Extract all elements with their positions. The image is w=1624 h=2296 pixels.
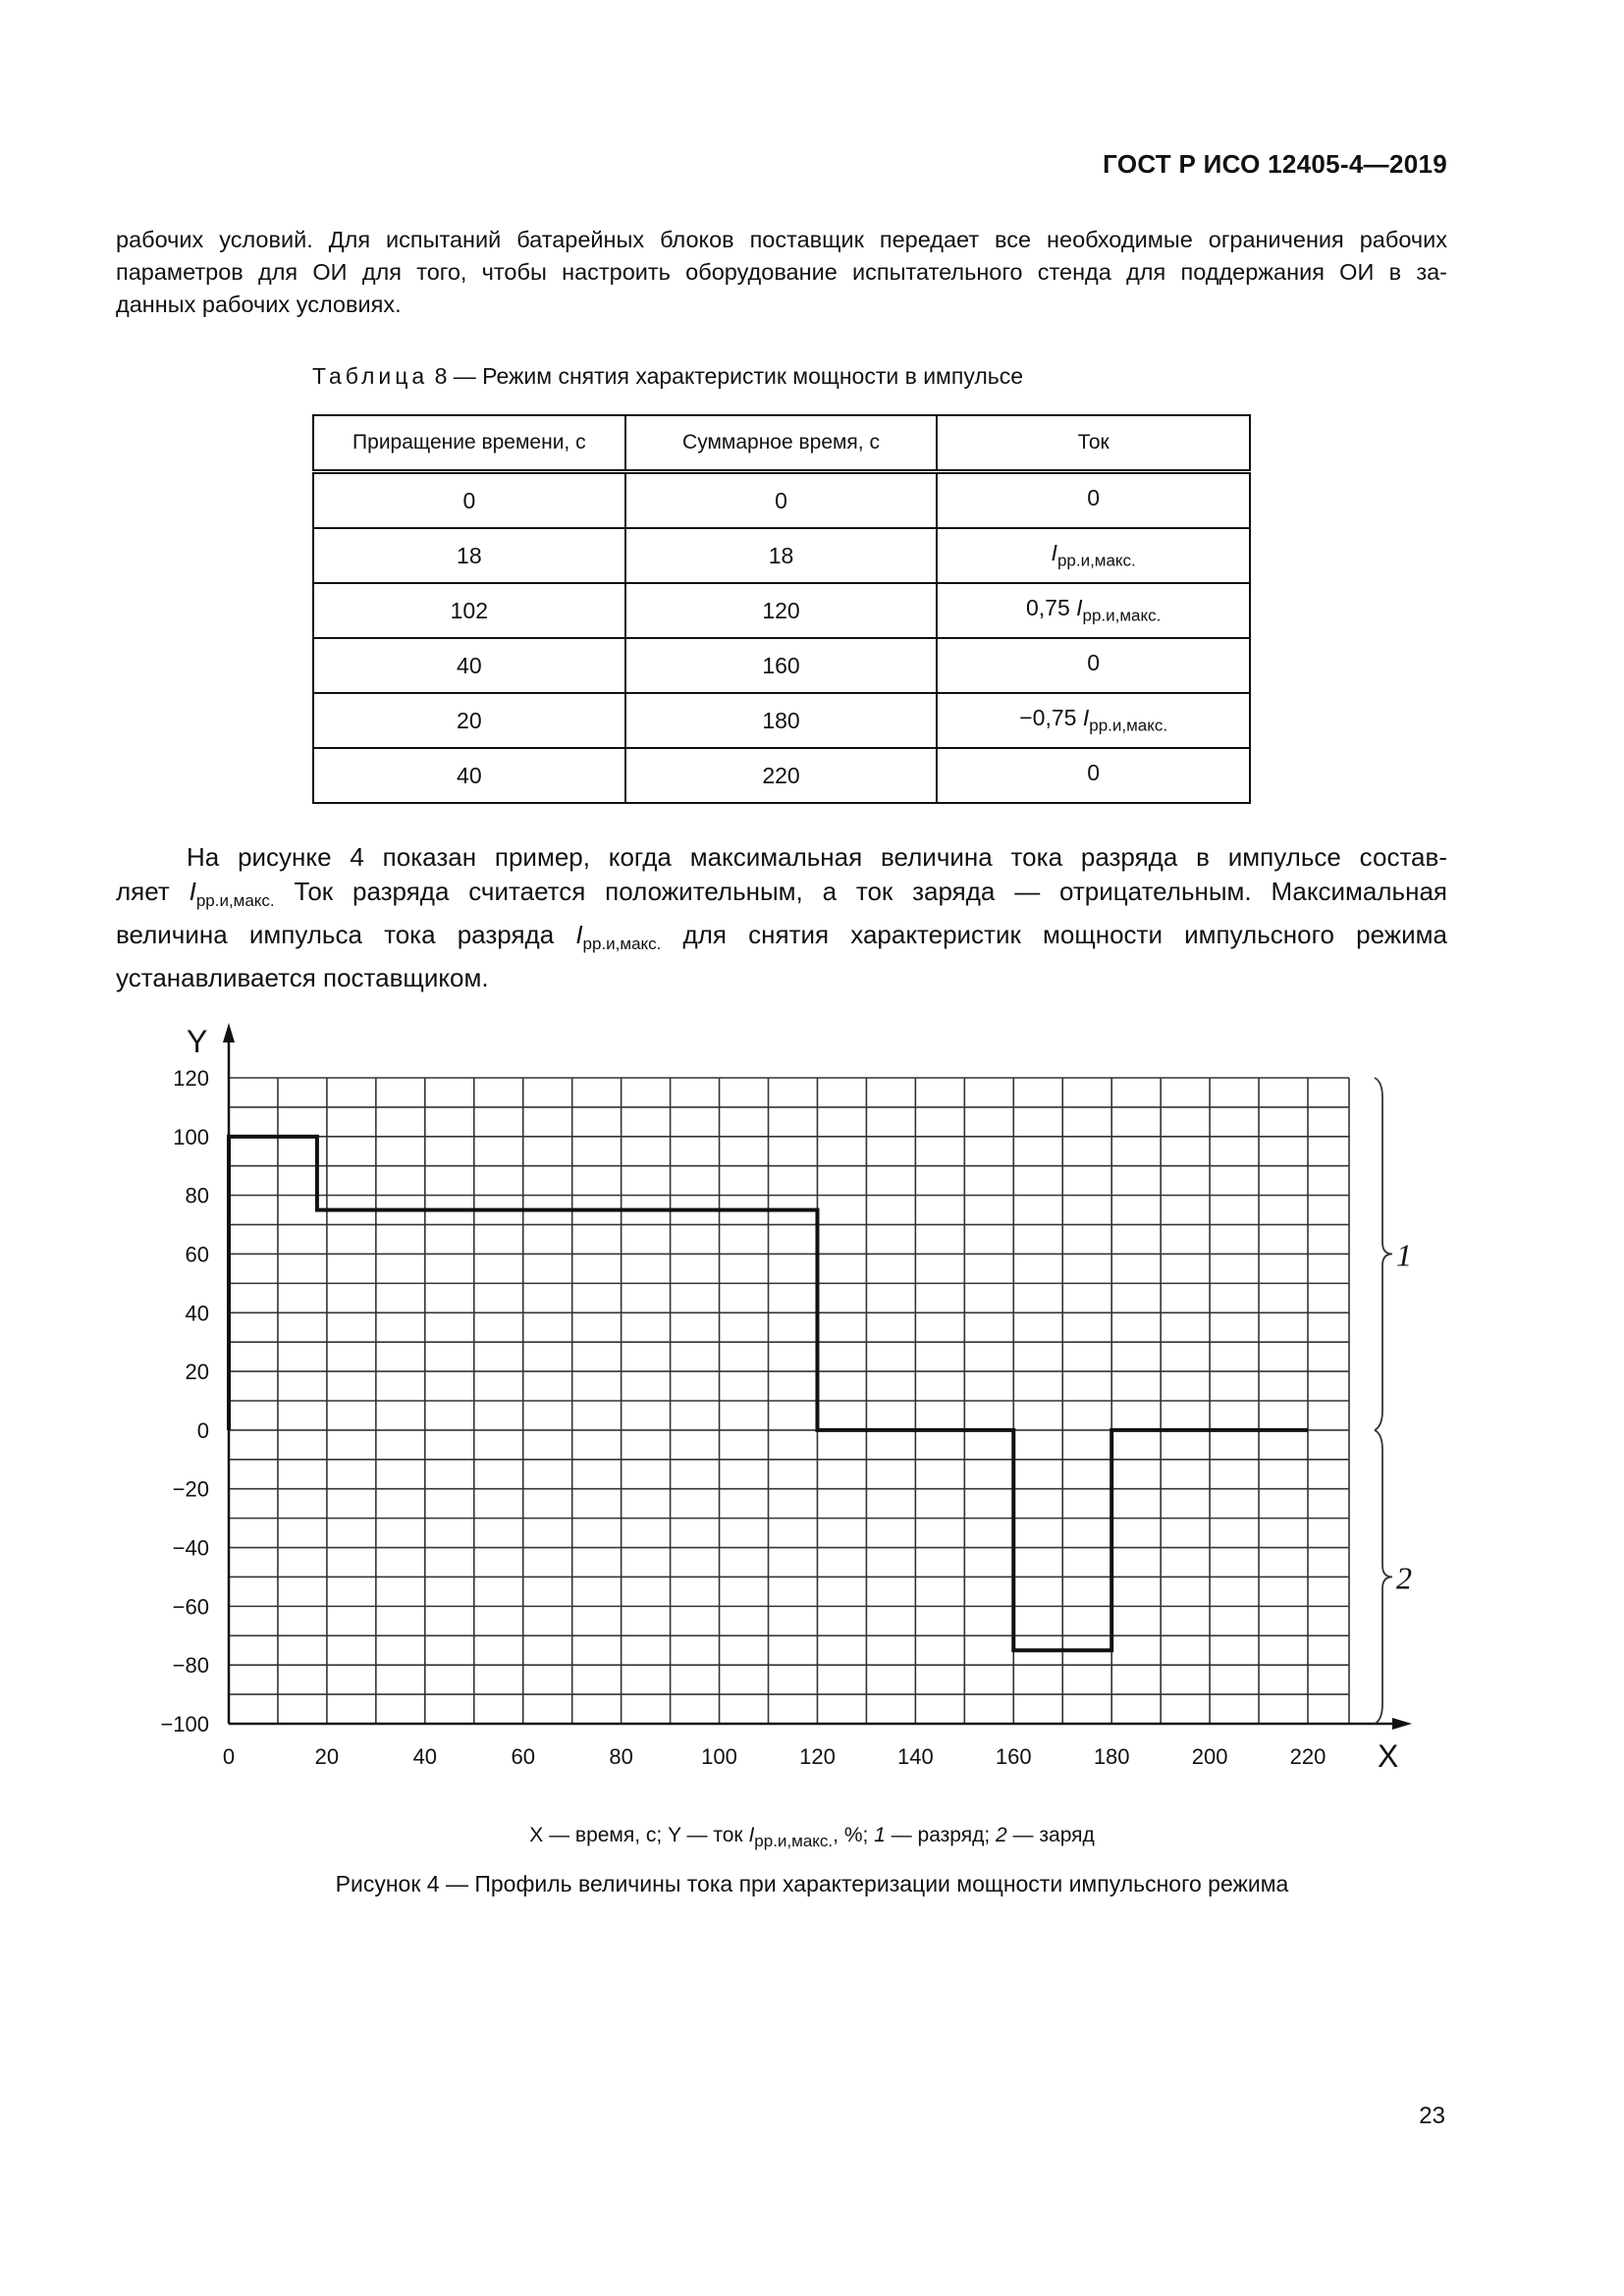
symbol-i: I — [575, 920, 583, 950]
cell-current-prefix: 0,75 — [1025, 595, 1077, 621]
legend-number-1: 1 — [874, 1824, 886, 1846]
y-tick-label: 120 — [173, 1066, 209, 1091]
brace-annotation — [1375, 1078, 1392, 1430]
brace-label: 1 — [1396, 1237, 1412, 1273]
x-tick-label: 120 — [799, 1744, 836, 1769]
y-axis-label: Y — [187, 1024, 208, 1059]
subscript: рр.и,макс. — [195, 891, 275, 911]
cell-increment: 40 — [313, 748, 625, 803]
paragraph-line: данных рабочих условиях. — [116, 292, 402, 317]
text-run: для снятия характеристик мощности импульсного режима — [661, 920, 1447, 950]
legend-number-2: 2 — [996, 1824, 1007, 1846]
table-caption-prefix: Таблица — [312, 363, 429, 389]
cell-current-value: 0 — [1087, 650, 1101, 676]
cell-increment: 18 — [313, 528, 625, 583]
x-tick-label: 60 — [511, 1744, 535, 1769]
y-tick-label: −20 — [172, 1476, 209, 1502]
x-tick-label: 100 — [701, 1744, 737, 1769]
cell-increment: 102 — [313, 583, 625, 638]
cell-current-symbol: I — [1051, 540, 1057, 566]
x-axis-arrow — [1392, 1718, 1412, 1730]
cell-current-symbol: I — [1082, 705, 1090, 731]
cell-total: 120 — [625, 583, 938, 638]
y-tick-label: −40 — [172, 1535, 209, 1561]
x-axis-label: X — [1378, 1738, 1399, 1774]
x-tick-label: 220 — [1289, 1744, 1326, 1769]
y-tick-label: −80 — [172, 1653, 209, 1679]
cell-current-subscript: рр.и,макс. — [1056, 551, 1136, 570]
text-run: Ток разряда считается положительным, а ток заряда — отрицательным. Максимальная — [274, 877, 1448, 906]
text-run: X — время, с; Y — ток — [529, 1824, 749, 1846]
header-cell: Суммарное время, с — [625, 415, 938, 472]
header-cell: Приращение времени, с — [313, 415, 625, 472]
y-tick-label: 40 — [185, 1301, 209, 1326]
x-tick-label: 40 — [412, 1744, 438, 1769]
cell-increment: 20 — [313, 693, 625, 748]
x-tick-label: 80 — [609, 1744, 633, 1769]
paragraph-line: рабочих условий. Для испытаний батарейных блоков поставщик передает все необходимые ограничения рабочих — [116, 227, 1447, 252]
cell-increment: 0 — [313, 472, 625, 529]
cell-total: 0 — [625, 472, 938, 529]
y-tick-label: 20 — [185, 1360, 209, 1385]
x-tick-label: 200 — [1191, 1744, 1228, 1769]
y-tick-label: 60 — [185, 1242, 209, 1267]
text-run: величина импульса тока разряда — [116, 920, 576, 950]
figure-caption: Рисунок 4 — Профиль величины тока при характеризации мощности импульсного режима — [335, 1871, 1289, 1896]
table-caption-text: 8 — Режим снятия характеристик мощности в импульсе — [434, 363, 1024, 389]
cell-increment: 40 — [313, 638, 625, 693]
x-tick-label: 140 — [897, 1744, 934, 1769]
subscript: рр.и,макс. — [754, 1832, 834, 1851]
header-cell: Ток — [937, 415, 1250, 472]
text-run: ляет — [116, 877, 189, 906]
y-tick-label: 0 — [196, 1417, 209, 1443]
y-tick-label: 80 — [185, 1183, 209, 1208]
y-axis-arrow — [223, 1023, 235, 1042]
cell-current-symbol: I — [1076, 595, 1083, 621]
figure-legend — [0, 1824, 1624, 1851]
cell-current-prefix: −0,75 — [1019, 705, 1083, 731]
x-tick-label: 180 — [1093, 1744, 1130, 1769]
cell-total: 180 — [625, 693, 938, 748]
cell-current-subscript: рр.и,макс. — [1089, 716, 1168, 735]
subscript: рр.и,макс. — [582, 934, 662, 954]
brace-label: 2 — [1396, 1560, 1412, 1596]
page-number: 23 — [1419, 2103, 1445, 2129]
cell-current-value: 0 — [1087, 485, 1101, 511]
y-tick-label: −60 — [172, 1594, 209, 1620]
cell-total: 220 — [625, 748, 938, 803]
text-run: — заряд — [1006, 1824, 1095, 1846]
document-header: ГОСТ Р ИСО 12405-4—2019 — [1103, 149, 1447, 179]
paragraph-line: устанавливается поставщиком. — [116, 963, 489, 993]
cell-current-value: 0 — [1087, 760, 1101, 786]
x-tick-label: 20 — [314, 1744, 340, 1769]
y-tick-label: −100 — [160, 1712, 209, 1736]
symbol-i: I — [189, 877, 196, 906]
cell-current-subscript: рр.и,макс. — [1082, 606, 1162, 625]
brace-annotation — [1375, 1430, 1392, 1724]
text-run: — разряд; — [885, 1824, 997, 1846]
cell-total: 18 — [625, 528, 938, 583]
y-tick-label: 100 — [173, 1124, 209, 1149]
paragraph-line: На рисунке 4 показан пример, когда максимальная величина тока разряда в импульсе состав- — [187, 842, 1447, 872]
x-tick-label: 0 — [222, 1744, 236, 1769]
cell-total: 160 — [625, 638, 938, 693]
x-tick-label: 160 — [995, 1744, 1032, 1769]
symbol-i: I — [748, 1824, 755, 1846]
text-run: , %; — [833, 1824, 875, 1846]
paragraph-line: параметров для ОИ для того, чтобы настроить оборудование испытательного стенда для поддержания ОИ в за- — [116, 259, 1447, 285]
